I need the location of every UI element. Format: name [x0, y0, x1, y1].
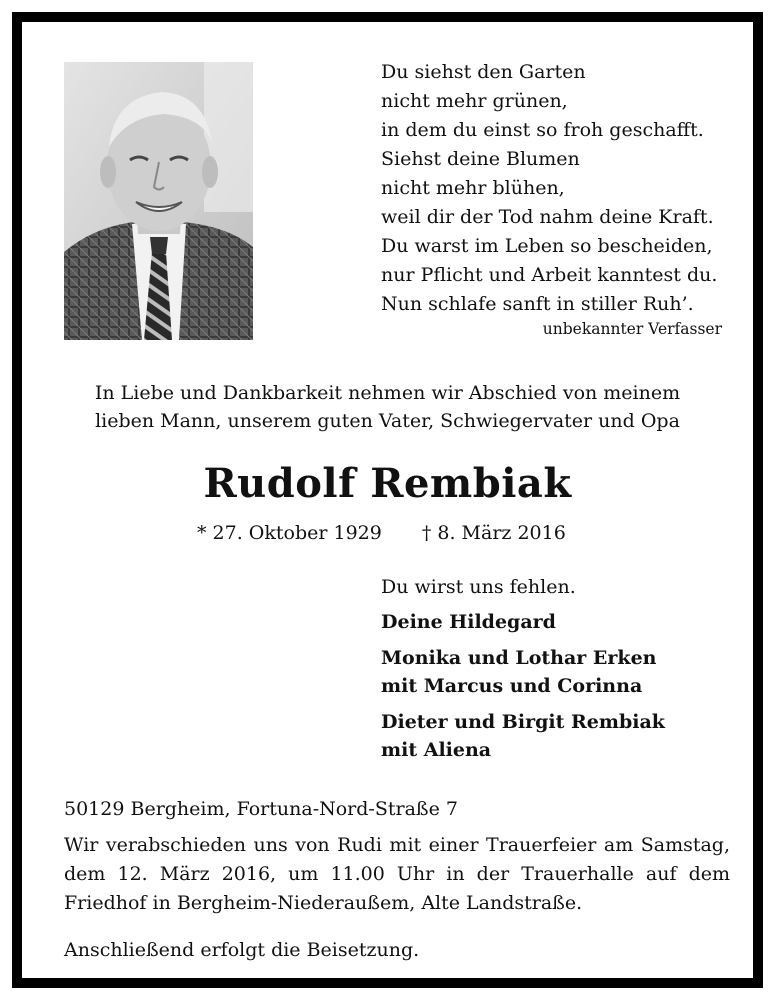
death-date: † 8. März 2016: [421, 522, 566, 544]
poem-line: nur Pflicht und Arbeit kanntest du.: [381, 264, 718, 286]
poem-line: Du warst im Leben so bescheiden,: [381, 235, 713, 257]
mourner-group: [381, 708, 665, 764]
life-dates: [197, 522, 566, 544]
mourner-wife: Deine Hildegard: [381, 611, 556, 633]
deceased-name: Rudolf Rembiak: [203, 460, 572, 507]
poem-author: unbekannter Verfasser: [542, 320, 722, 338]
intro-line-1: In Liebe und Dankbarkeit nehmen wir Abschied von meinem: [94, 382, 681, 404]
poem-line: weil dir der Tod nahm deine Kraft.: [381, 206, 714, 228]
obituary-frame: [12, 12, 763, 988]
poem-line: in dem du einst so froh geschafft.: [381, 119, 704, 141]
mourner-line: mit Aliena: [381, 739, 492, 761]
poem-line: nicht mehr grünen,: [381, 90, 568, 112]
intro-line-2: lieben Mann, unserem guten Vater, Schwiegervater und Opa: [95, 410, 680, 432]
mourner-line: Dieter und Birgit Rembiak: [381, 711, 665, 733]
poem-line: Nun schlafe sanft in stiller Ruh’.: [381, 293, 694, 315]
burial-note: Anschließend erfolgt die Beisetzung.: [64, 939, 420, 961]
service-line: dem 12. März 2016, um 11.00 Uhr in der Trauerhalle auf dem: [64, 863, 730, 885]
birth-date: * 27. Oktober 1929: [197, 522, 382, 544]
service-details: [64, 831, 730, 918]
portrait-photo: [64, 62, 253, 340]
farewell-intro: [22, 379, 753, 435]
poem-line: nicht mehr blühen,: [381, 177, 565, 199]
mourner-line: mit Marcus und Corinna: [381, 675, 643, 697]
mourner-group: [381, 608, 665, 636]
poem: [381, 58, 751, 319]
poem-line: Du siehst den Garten: [381, 61, 586, 83]
mourner-group: [381, 644, 665, 700]
family-address: 50129 Bergheim, Fortuna-Nord-Straße 7: [64, 798, 458, 820]
portrait-illustration: [64, 62, 253, 340]
service-line: Friedhof in Bergheim-Niederaußem, Alte Landstraße.: [64, 892, 583, 914]
mourner-line: Monika und Lothar Erken: [381, 647, 657, 669]
mourners-list: [381, 608, 665, 772]
service-line: Wir verabschieden uns von Rudi mit einer Trauerfeier am Samstag,: [64, 834, 730, 856]
closing-phrase: Du wirst uns fehlen.: [381, 576, 576, 598]
poem-line: Siehst deine Blumen: [381, 148, 580, 170]
